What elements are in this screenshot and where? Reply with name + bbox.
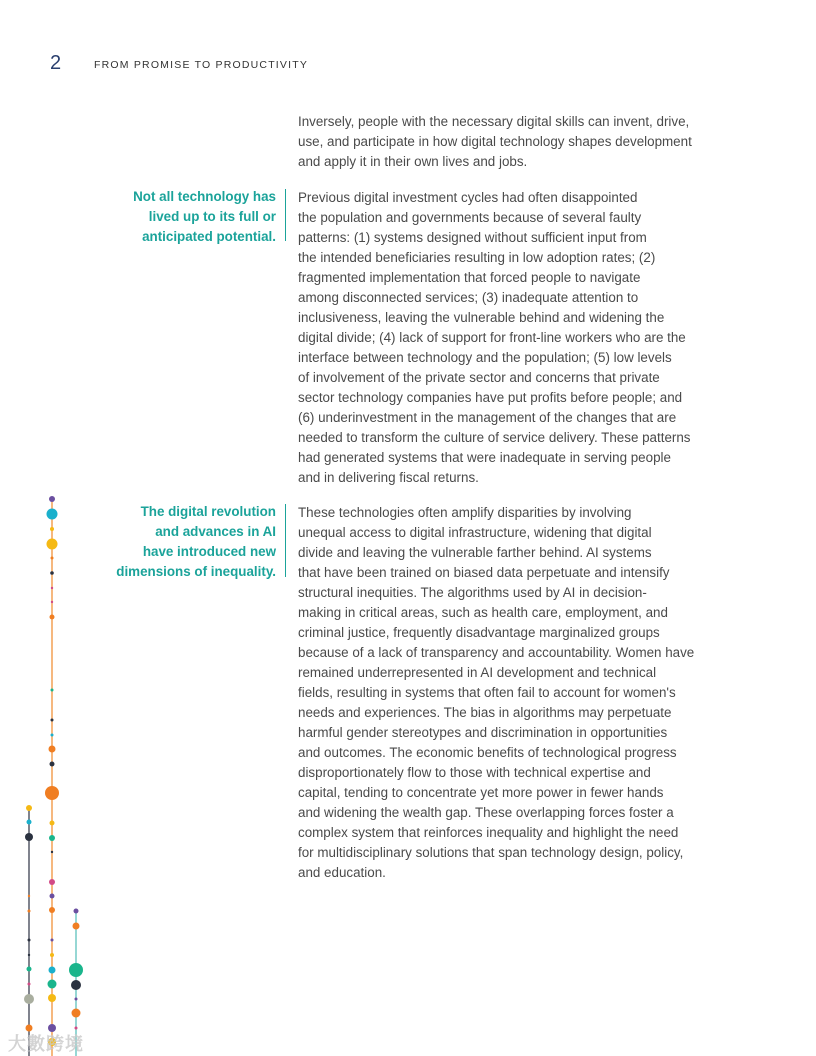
sidenote-inequality bbox=[116, 502, 276, 582]
text-line: because of a lack of transparency and accountability. Women have bbox=[298, 645, 695, 660]
decorative-dot bbox=[50, 527, 54, 531]
decorative-dot bbox=[71, 980, 81, 990]
text-line: disproportionately flow to those with technical expertise and bbox=[298, 765, 651, 780]
decorative-dot bbox=[45, 786, 59, 800]
watermark-logo: 大數跨境 bbox=[8, 1034, 84, 1054]
decorative-dot bbox=[51, 851, 53, 853]
text-line: of involvement of the private sector and concerns that private bbox=[298, 370, 660, 385]
text-line: unequal access to digital infrastructure, widening that digital bbox=[298, 525, 652, 540]
decorative-dot bbox=[48, 994, 56, 1002]
decorative-dot bbox=[28, 910, 31, 913]
decorative-dot bbox=[74, 909, 79, 914]
decorative-dot bbox=[49, 496, 55, 502]
decorative-dot bbox=[48, 980, 57, 989]
paragraph-inequality bbox=[298, 503, 728, 883]
decorative-dot bbox=[28, 954, 30, 956]
sidenote-line: Not all technology has bbox=[133, 189, 276, 204]
intro-paragraph bbox=[298, 112, 728, 172]
decorative-dot bbox=[51, 939, 54, 942]
decorative-dot bbox=[73, 923, 80, 930]
decorative-dot bbox=[50, 953, 54, 957]
decorative-dot-lines bbox=[0, 0, 120, 1056]
decorative-dot bbox=[28, 939, 31, 942]
decorative-dot bbox=[50, 762, 55, 767]
text-line: that have been trained on biased data perpetuate and intensify bbox=[298, 565, 670, 580]
text-line: and outcomes. The economic benefits of technological progress bbox=[298, 745, 677, 760]
text-line: capital, tending to concentrate yet more power in fewer hands bbox=[298, 785, 664, 800]
decorative-dot bbox=[69, 963, 83, 977]
decorative-dot bbox=[27, 967, 32, 972]
decorative-dot bbox=[51, 719, 54, 722]
text-line: Previous digital investment cycles had often disappointed bbox=[298, 190, 638, 205]
paragraph-faulty-patterns bbox=[298, 188, 728, 488]
text-line: inclusiveness, leaving the vulnerable behind and widening the bbox=[298, 310, 665, 325]
text-line: divide and leaving the vulnerable farther behind. AI systems bbox=[298, 545, 652, 560]
text-line: had generated systems that were inadequate in serving people bbox=[298, 450, 671, 465]
text-line: interface between technology and the population; (5) low levels bbox=[298, 350, 672, 365]
decorative-dot bbox=[75, 998, 78, 1001]
text-line: needed to transform the culture of service delivery. These patterns bbox=[298, 430, 691, 445]
decorative-dot bbox=[25, 833, 33, 841]
decorative-dot bbox=[51, 734, 54, 737]
decorative-dot bbox=[51, 557, 54, 560]
text-line: and education. bbox=[298, 865, 386, 880]
sidenote-divider bbox=[285, 189, 286, 241]
page-number: 2 bbox=[50, 52, 62, 74]
decorative-dot bbox=[50, 894, 55, 899]
sidenote-line: have introduced new bbox=[142, 544, 276, 559]
text-line: complex system that reinforces inequality and highlight the need bbox=[298, 825, 679, 840]
decorative-dot bbox=[49, 967, 56, 974]
decorative-dot bbox=[51, 587, 53, 589]
decorative-dot bbox=[50, 571, 54, 575]
text-line: (6) underinvestment in the management of the changes that are bbox=[298, 410, 677, 425]
decorative-dot bbox=[26, 805, 32, 811]
text-line: use, and participate in how digital technology shapes development bbox=[298, 134, 692, 149]
text-line: fields, resulting in systems that often fail to account for women's bbox=[298, 685, 676, 700]
decorative-dot bbox=[51, 689, 54, 692]
text-line: Inversely, people with the necessary digital skills can invent, drive, bbox=[298, 114, 690, 129]
decorative-dot bbox=[51, 601, 53, 603]
decorative-dot bbox=[49, 746, 56, 753]
decorative-dot bbox=[50, 821, 55, 826]
sidenote-line: anticipated potential. bbox=[142, 229, 276, 244]
decorative-dot bbox=[27, 820, 32, 825]
running-title: FROM PROMISE TO PRODUCTIVITY bbox=[94, 59, 309, 71]
decorative-dot bbox=[50, 615, 55, 620]
text-line: sector technology companies have put profits before people; and bbox=[298, 390, 683, 405]
text-line: and in delivering fiscal returns. bbox=[298, 470, 479, 485]
decorative-dot bbox=[49, 835, 55, 841]
decorative-dot bbox=[47, 539, 58, 550]
text-line: and apply it in their own lives and jobs. bbox=[298, 154, 528, 169]
text-line: patterns: (1) systems designed without sufficient input from bbox=[298, 230, 647, 245]
sidenote-line: The digital revolution bbox=[140, 504, 276, 519]
text-line: the population and governments because of several faulty bbox=[298, 210, 642, 225]
text-line: digital divide; (4) lack of support for front-line workers who are the bbox=[298, 330, 686, 345]
decorative-dot bbox=[28, 895, 30, 897]
sidenote-line: lived up to its full or bbox=[148, 209, 276, 224]
text-line: These technologies often amplify disparities by involving bbox=[298, 505, 632, 520]
text-line: and widening the wealth gap. These overlapping forces foster a bbox=[298, 805, 674, 820]
sidenote-divider bbox=[285, 504, 286, 577]
sidenote-technology-potential bbox=[133, 187, 276, 247]
text-line: harmful gender stereotypes and discrimination in opportunities bbox=[298, 725, 668, 740]
decorative-dot bbox=[28, 983, 31, 986]
decorative-dot bbox=[24, 994, 34, 1004]
decorative-dot bbox=[49, 879, 55, 885]
decorative-dot bbox=[47, 509, 58, 520]
text-line: criminal justice, frequently disadvantage marginalized groups bbox=[298, 625, 660, 640]
text-line: structural inequities. The algorithms used by AI in decision- bbox=[298, 585, 647, 600]
decorative-dot bbox=[72, 1009, 81, 1018]
text-line: fragmented implementation that forced people to navigate bbox=[298, 270, 641, 285]
sidenote-line: dimensions of inequality. bbox=[116, 564, 276, 579]
text-line: among disconnected services; (3) inadequate attention to bbox=[298, 290, 639, 305]
text-line: the intended beneficiaries resulting in low adoption rates; (2) bbox=[298, 250, 656, 265]
text-line: needs and experiences. The bias in algorithms may perpetuate bbox=[298, 705, 672, 720]
text-line: making in critical areas, such as health care, employment, and bbox=[298, 605, 668, 620]
text-line: for multidisciplinary solutions that span technology design, policy, bbox=[298, 845, 684, 860]
text-line: remained underrepresented in AI development and technical bbox=[298, 665, 657, 680]
sidenote-line: and advances in AI bbox=[155, 524, 276, 539]
decorative-dot bbox=[49, 907, 55, 913]
